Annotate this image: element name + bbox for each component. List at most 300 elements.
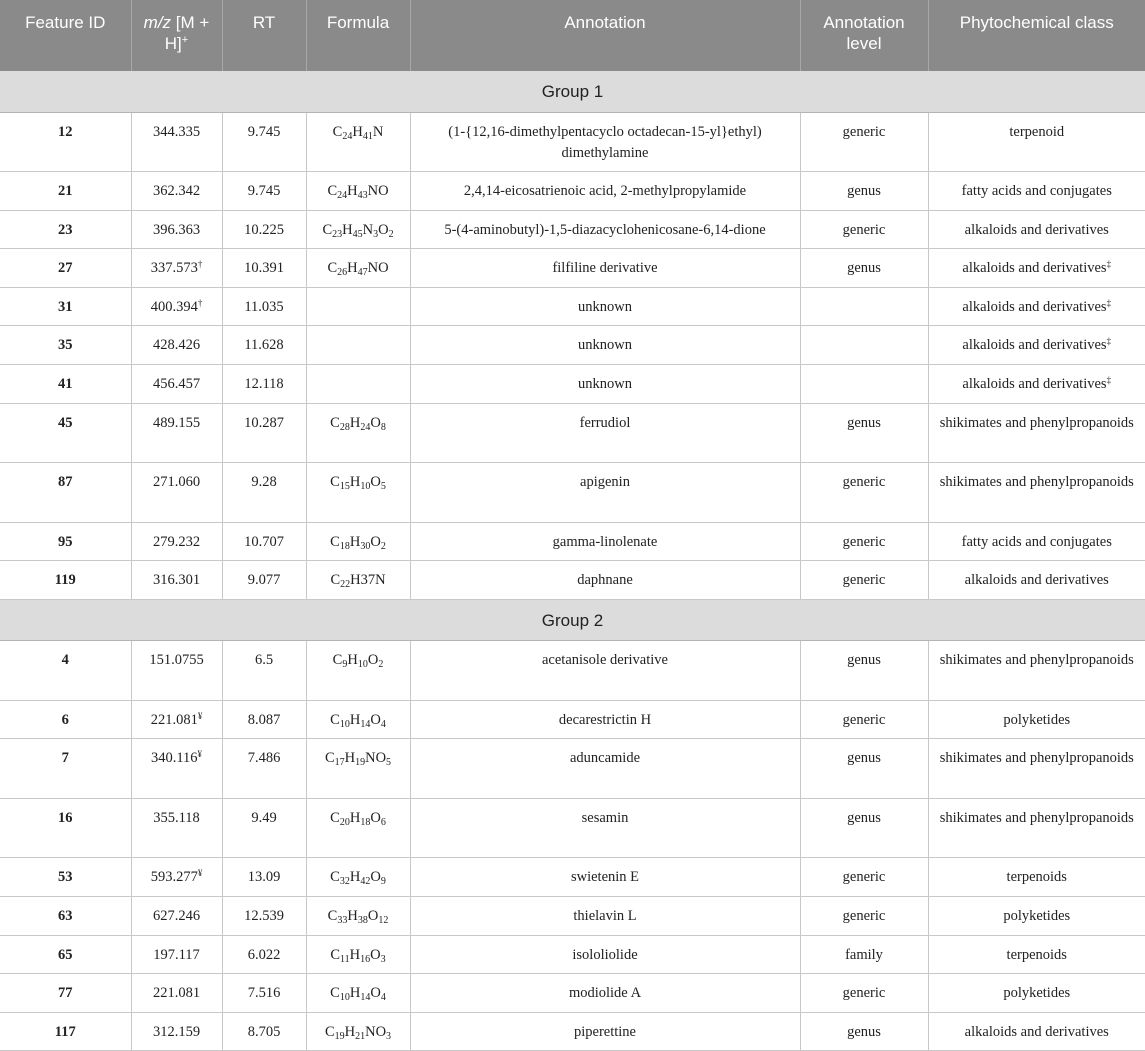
- formula-element: C: [330, 809, 340, 826]
- phytochemical-class-cell: [928, 249, 1145, 288]
- rt-cell: 9.077: [222, 561, 306, 600]
- class-footnote-mark: ‡: [1106, 375, 1112, 386]
- mz-value: 428.426: [152, 337, 201, 354]
- formula-cell: [306, 935, 410, 974]
- feature-id-cell: 117: [0, 1012, 131, 1051]
- rt-cell: 6.022: [222, 935, 306, 974]
- feature-id-cell: 45: [0, 403, 131, 463]
- formula-subscript: 3: [373, 228, 379, 240]
- mz-value: 396.363: [152, 221, 201, 238]
- col-header-annotation-level: Annotation level: [800, 0, 928, 71]
- phytochemical-class-cell: [928, 1012, 1145, 1051]
- mz-value: 151.0755: [149, 652, 204, 669]
- feature-id-cell: 35: [0, 326, 131, 365]
- header-row: [0, 0, 1145, 71]
- feature-id-cell: 6: [0, 700, 131, 739]
- annotation-cell: ferrudiol: [410, 403, 800, 463]
- mz-value: 271.060: [152, 474, 201, 491]
- class-footnote-mark: ‡: [1106, 297, 1112, 308]
- annotation-level-cell: generic: [800, 463, 928, 523]
- formula-element: O: [370, 946, 381, 963]
- formula-subscript: 24: [360, 421, 371, 433]
- formula-subscript: 24: [342, 130, 353, 142]
- annotation-level-cell: genus: [800, 172, 928, 211]
- annotation-cell: thielavin L: [410, 897, 800, 936]
- feature-id-cell: 27: [0, 249, 131, 288]
- mz-value: 400.394: [150, 298, 198, 315]
- formula-element: C: [330, 869, 340, 886]
- rt-cell: 12.539: [222, 897, 306, 936]
- phytochemical-class-cell: [928, 210, 1145, 249]
- mz-value: 627.246: [152, 908, 201, 924]
- feature-id-cell: 87: [0, 463, 131, 523]
- group-label: Group 1: [0, 71, 1145, 112]
- annotation-level-cell: generic: [800, 974, 928, 1013]
- phytochemical-class-cell: [928, 798, 1145, 858]
- annotation-level-cell: generic: [800, 112, 928, 172]
- formula-cell: [306, 365, 410, 404]
- table-row: [0, 641, 1145, 701]
- class-value: alkaloids and derivatives: [964, 572, 1109, 589]
- phytochemical-class-cell: [928, 974, 1145, 1013]
- formula-subscript: 10: [339, 992, 350, 1004]
- formula-subscript: 2: [378, 659, 384, 671]
- group-label: Group 2: [0, 600, 1145, 641]
- mz-footnote-mark: ¥: [197, 710, 203, 721]
- mz-cell: [131, 561, 222, 600]
- mz-footnote-mark: ¥: [197, 749, 203, 760]
- table-row: [0, 1012, 1145, 1051]
- class-value: fatty acids and conjugates: [961, 533, 1112, 550]
- annotation-level-cell: generic: [800, 210, 928, 249]
- mz-cell: [131, 700, 222, 739]
- phytochemical-class-cell: [928, 365, 1145, 404]
- rt-cell: 9.28: [222, 463, 306, 523]
- annotation-cell: gamma-linolenate: [410, 522, 800, 561]
- formula-cell: [306, 287, 410, 326]
- table-row: [0, 403, 1145, 463]
- mz-rest: [M + H]: [164, 13, 210, 53]
- annotation-level-cell: [800, 365, 928, 404]
- formula-cell: [306, 641, 410, 701]
- mz-cell: [131, 365, 222, 404]
- annotation-level-cell: genus: [800, 798, 928, 858]
- table-row: [0, 561, 1145, 600]
- formula-element: C: [330, 474, 340, 491]
- table-row: [0, 974, 1145, 1013]
- rt-cell: 12.118: [222, 365, 306, 404]
- mz-value: 340.116: [150, 750, 198, 767]
- mz-cell: [131, 210, 222, 249]
- formula-element: C: [332, 123, 343, 140]
- feature-id-cell: 23: [0, 210, 131, 249]
- rt-cell: 9.745: [222, 112, 306, 172]
- table-row: [0, 287, 1145, 326]
- formula-element: C: [332, 652, 343, 669]
- class-footnote-mark: ‡: [1106, 336, 1112, 347]
- formula-subscript: 6: [380, 816, 386, 828]
- formula-subscript: 38: [357, 915, 368, 926]
- group-header-row: [0, 600, 1145, 641]
- formula-subscript: 9: [380, 876, 386, 888]
- formula-cell: [306, 463, 410, 523]
- formula-cell: [306, 700, 410, 739]
- rt-cell: 10.707: [222, 522, 306, 561]
- formula-subscript: 10: [357, 659, 368, 671]
- formula-subscript: 19: [334, 1030, 345, 1042]
- formula-subscript: 47: [357, 267, 368, 279]
- mz-cell: [131, 897, 222, 936]
- annotation-cell: isololiolide: [410, 935, 800, 974]
- annotation-cell: swietenin E: [410, 858, 800, 897]
- rt-cell: 13.09: [222, 858, 306, 897]
- formula-element: C: [330, 946, 341, 963]
- formula-subscript: 2: [388, 228, 394, 240]
- mz-value: 362.342: [152, 183, 201, 200]
- mz-value: 316.301: [152, 572, 201, 589]
- annotation-level-cell: genus: [800, 739, 928, 799]
- formula-subscript: 45: [352, 228, 363, 240]
- annotation-cell: unknown: [410, 287, 800, 326]
- col-header-mz: [131, 0, 222, 71]
- formula-subscript: 26: [337, 267, 348, 279]
- formula-element: C: [324, 750, 335, 767]
- formula-cell: [306, 858, 410, 897]
- formula-subscript: 23: [332, 228, 343, 240]
- class-value: shikimates and phenylpropanoids: [939, 414, 1134, 431]
- formula-cell: [306, 522, 410, 561]
- mz-cell: [131, 522, 222, 561]
- mz-cell: [131, 403, 222, 463]
- mz-cell: [131, 858, 222, 897]
- annotation-level-cell: [800, 326, 928, 365]
- annotation-level-cell: genus: [800, 249, 928, 288]
- formula-subscript: 41: [362, 130, 373, 142]
- mz-cell: [131, 249, 222, 288]
- mz-cell: [131, 1012, 222, 1051]
- formula-subscript: 16: [360, 953, 371, 965]
- annotation-cell: acetanisole derivative: [410, 641, 800, 701]
- annotation-level-cell: genus: [800, 1012, 928, 1051]
- class-value: alkaloids and derivatives: [964, 221, 1109, 238]
- formula-element: C: [330, 572, 341, 589]
- formula-element: H: [349, 711, 361, 728]
- annotation-level-cell: family: [800, 935, 928, 974]
- formula-element: C: [322, 221, 333, 238]
- formula-subscript: 28: [339, 421, 350, 433]
- rt-cell: 7.516: [222, 974, 306, 1013]
- formula-element: H: [347, 260, 358, 277]
- formula-element: NO: [365, 750, 387, 767]
- annotation-cell: piperettine: [410, 1012, 800, 1051]
- mz-cell: [131, 739, 222, 799]
- class-value: shikimates and phenylpropanoids: [939, 474, 1134, 491]
- class-value: polyketides: [1003, 985, 1071, 1002]
- formula-element: C: [330, 711, 340, 728]
- class-value: alkaloids and derivatives: [962, 376, 1107, 393]
- formula-subscript: 3: [386, 1030, 392, 1042]
- feature-id-cell: 21: [0, 172, 131, 211]
- feature-id-cell: 63: [0, 897, 131, 936]
- feature-id-cell: 12: [0, 112, 131, 172]
- formula-element: C: [327, 260, 338, 277]
- annotation-level-cell: generic: [800, 522, 928, 561]
- feature-id-cell: 16: [0, 798, 131, 858]
- feature-id-cell: 31: [0, 287, 131, 326]
- feature-id-cell: 95: [0, 522, 131, 561]
- class-value: shikimates and phenylpropanoids: [939, 652, 1134, 669]
- formula-subscript: 5: [380, 481, 386, 493]
- class-value: terpenoids: [1006, 946, 1067, 963]
- formula-subscript: 4: [380, 718, 386, 730]
- formula-cell: [306, 561, 410, 600]
- formula-element: H: [342, 221, 353, 238]
- rt-cell: 10.225: [222, 210, 306, 249]
- mz-cell: [131, 172, 222, 211]
- mz-cell: [131, 974, 222, 1013]
- class-value: terpenoid: [1009, 123, 1065, 140]
- phytochemical-class-cell: [928, 326, 1145, 365]
- class-value: polyketides: [1003, 711, 1071, 728]
- mz-cell: [131, 326, 222, 365]
- annotation-cell: decarestrictin H: [410, 700, 800, 739]
- annotation-cell: 5-(4-aminobutyl)-1,5-diazacyclohenicosane-6,14-dione: [410, 210, 800, 249]
- phytochemical-class-cell: [928, 641, 1145, 701]
- class-value: fatty acids and conjugates: [961, 183, 1112, 200]
- formula-subscript: 43: [357, 190, 368, 202]
- annotation-level-cell: generic: [800, 561, 928, 600]
- feature-id-cell: 119: [0, 561, 131, 600]
- table-row: [0, 935, 1145, 974]
- annotation-cell: 2,4,14-eicosatrienoic acid, 2-methylpropylamide: [410, 172, 800, 211]
- formula-element: N: [372, 123, 384, 140]
- mz-value: 197.117: [153, 946, 200, 963]
- formula-element: C: [324, 1023, 335, 1040]
- formula-element: H: [349, 985, 361, 1002]
- feature-id-cell: 7: [0, 739, 131, 799]
- formula-cell: [306, 739, 410, 799]
- table-row: [0, 112, 1145, 172]
- rt-cell: 11.035: [222, 287, 306, 326]
- formula-element: H: [349, 809, 361, 826]
- rt-cell: 9.49: [222, 798, 306, 858]
- class-value: alkaloids and derivatives: [962, 260, 1107, 277]
- rt-cell: 11.628: [222, 326, 306, 365]
- class-value: terpenoids: [1006, 869, 1067, 886]
- mz-cell: [131, 112, 222, 172]
- table-row: [0, 326, 1145, 365]
- table-row: [0, 700, 1145, 739]
- formula-subscript: 4: [380, 992, 386, 1004]
- phytochemical-class-cell: [928, 700, 1145, 739]
- phytochemical-class-cell: [928, 897, 1145, 936]
- formula-subscript: 9: [342, 659, 348, 671]
- formula-subscript: 20: [339, 816, 350, 828]
- formula-element: C: [327, 183, 338, 200]
- formula-element: O: [370, 985, 381, 1002]
- mz-value: 593.277: [150, 869, 198, 886]
- formula-subscript: 14: [360, 718, 371, 730]
- table-row: [0, 249, 1145, 288]
- col-header-feature-id: Feature ID: [0, 0, 131, 71]
- formula-element: H: [349, 414, 361, 431]
- table-body: [0, 71, 1145, 1051]
- annotation-cell: filfiline derivative: [410, 249, 800, 288]
- formula-element: NO: [367, 183, 389, 200]
- formula-element: H: [344, 750, 356, 767]
- formula-subscript: 2: [380, 540, 386, 552]
- annotation-level-cell: generic: [800, 700, 928, 739]
- formula-subscript: 10: [360, 481, 371, 493]
- col-header-phytochemical-class: Phytochemical class: [928, 0, 1145, 71]
- feature-id-cell: 41: [0, 365, 131, 404]
- phytochemical-class-cell: [928, 403, 1145, 463]
- formula-element: C: [330, 533, 340, 550]
- annotation-cell: aduncamide: [410, 739, 800, 799]
- annotation-level-cell: generic: [800, 858, 928, 897]
- phytochemical-class-cell: [928, 112, 1145, 172]
- formula-element: O: [370, 474, 381, 491]
- mz-value: 489.155: [152, 414, 201, 431]
- annotation-cell: modiolide A: [410, 974, 800, 1013]
- mz-cell: [131, 935, 222, 974]
- formula-element: O: [367, 652, 379, 669]
- formula-element: O: [370, 414, 381, 431]
- rt-cell: 6.5: [222, 641, 306, 701]
- formula-element: O: [370, 533, 381, 550]
- mz-value: 312.159: [152, 1023, 201, 1040]
- formula-element: H: [347, 652, 358, 669]
- formula-element: H37N: [350, 572, 386, 589]
- formula-element: NO: [367, 260, 389, 277]
- formula-subscript: 18: [339, 540, 350, 552]
- formula-subscript: 8: [380, 421, 386, 433]
- formula-element: N: [362, 221, 374, 238]
- mz-footnote-mark: †: [197, 297, 203, 308]
- table-row: [0, 858, 1145, 897]
- class-value: shikimates and phenylpropanoids: [939, 750, 1134, 767]
- formula-subscript: 17: [334, 757, 345, 769]
- rt-cell: 10.391: [222, 249, 306, 288]
- formula-cell: [306, 112, 410, 172]
- formula-cell: [306, 798, 410, 858]
- col-header-annotation: Annotation: [410, 0, 800, 71]
- mz-value: 344.335: [152, 123, 201, 140]
- table-row: [0, 210, 1145, 249]
- formula-subscript: 30: [360, 540, 371, 552]
- mz-footnote-mark: ¥: [197, 868, 203, 879]
- formula-element: H: [349, 946, 361, 963]
- formula-element: O: [378, 221, 389, 238]
- phytochemical-class-cell: [928, 935, 1145, 974]
- rt-cell: 8.087: [222, 700, 306, 739]
- table-row: [0, 798, 1145, 858]
- formula-subscript: 42: [360, 876, 371, 888]
- formula-element: H: [349, 533, 361, 550]
- formula-cell: [306, 210, 410, 249]
- formula-subscript: 24: [337, 190, 348, 202]
- formula-subscript: 33: [337, 915, 348, 926]
- feature-id-cell: 65: [0, 935, 131, 974]
- rt-cell: 8.705: [222, 1012, 306, 1051]
- table-row: [0, 463, 1145, 523]
- mz-footnote-mark: †: [197, 259, 203, 270]
- formula-element: H: [349, 474, 361, 491]
- class-value: shikimates and phenylpropanoids: [939, 809, 1134, 826]
- class-value: alkaloids and derivatives: [964, 1023, 1109, 1040]
- formula-subscript: 5: [386, 757, 392, 769]
- formula-subscript: 14: [360, 992, 371, 1004]
- annotation-cell: (1-{12,16-dimethylpentacyclo octadecan-15-yl}ethyl) dimethylamine: [410, 112, 800, 172]
- formula-subscript: 21: [355, 1030, 366, 1042]
- mz-cell: [131, 641, 222, 701]
- formula-subscript: 22: [340, 579, 351, 591]
- formula-element: H: [344, 1023, 356, 1040]
- formula-subscript: 12: [378, 915, 389, 926]
- feature-id-cell: 4: [0, 641, 131, 701]
- table-row: [0, 172, 1145, 211]
- formula-element: O: [370, 869, 381, 886]
- class-value: alkaloids and derivatives: [962, 337, 1107, 354]
- formula-cell: [306, 974, 410, 1013]
- phytochemical-class-cell: [928, 287, 1145, 326]
- formula-element: O: [367, 908, 379, 924]
- formula-element: H: [349, 869, 361, 886]
- phytochemical-class-cell: [928, 561, 1145, 600]
- formula-element: NO: [365, 1023, 387, 1040]
- phytochemical-class-cell: [928, 739, 1145, 799]
- class-footnote-mark: ‡: [1106, 259, 1112, 270]
- phytochemical-class-cell: [928, 858, 1145, 897]
- annotation-cell: daphnane: [410, 561, 800, 600]
- group-header-row: [0, 71, 1145, 112]
- mz-value: 355.118: [153, 809, 200, 826]
- formula-element: C: [330, 414, 340, 431]
- formula-element: H: [347, 183, 358, 200]
- formula-subscript: 18: [360, 816, 371, 828]
- annotation-level-cell: generic: [800, 897, 928, 936]
- annotation-level-cell: [800, 287, 928, 326]
- annotation-cell: sesamin: [410, 798, 800, 858]
- formula-subscript: 3: [380, 953, 386, 965]
- mz-cell: [131, 798, 222, 858]
- table-row: [0, 897, 1145, 936]
- annotation-cell: unknown: [410, 365, 800, 404]
- mz-italic: m/z: [143, 13, 172, 32]
- rt-cell: 7.486: [222, 739, 306, 799]
- formula-element: H: [347, 908, 358, 924]
- formula-element: C: [330, 985, 340, 1002]
- annotation-cell: apigenin: [410, 463, 800, 523]
- phytochemical-class-cell: [928, 522, 1145, 561]
- col-header-formula: Formula: [306, 0, 410, 71]
- rt-cell: 9.745: [222, 172, 306, 211]
- formula-subscript: 15: [339, 481, 350, 493]
- table-row: [0, 365, 1145, 404]
- formula-subscript: 19: [355, 757, 366, 769]
- table-row: [0, 739, 1145, 799]
- formula-element: O: [370, 809, 381, 826]
- class-value: polyketides: [1003, 908, 1071, 924]
- formula-subscript: 10: [339, 718, 350, 730]
- mz-value: 221.081: [150, 711, 198, 728]
- formula-element: O: [370, 711, 381, 728]
- mz-value: 337.573: [150, 260, 198, 277]
- mz-cell: [131, 287, 222, 326]
- formula-subscript: 11: [340, 953, 350, 965]
- mz-value: 221.081: [152, 985, 201, 1002]
- formula-element: H: [352, 123, 363, 140]
